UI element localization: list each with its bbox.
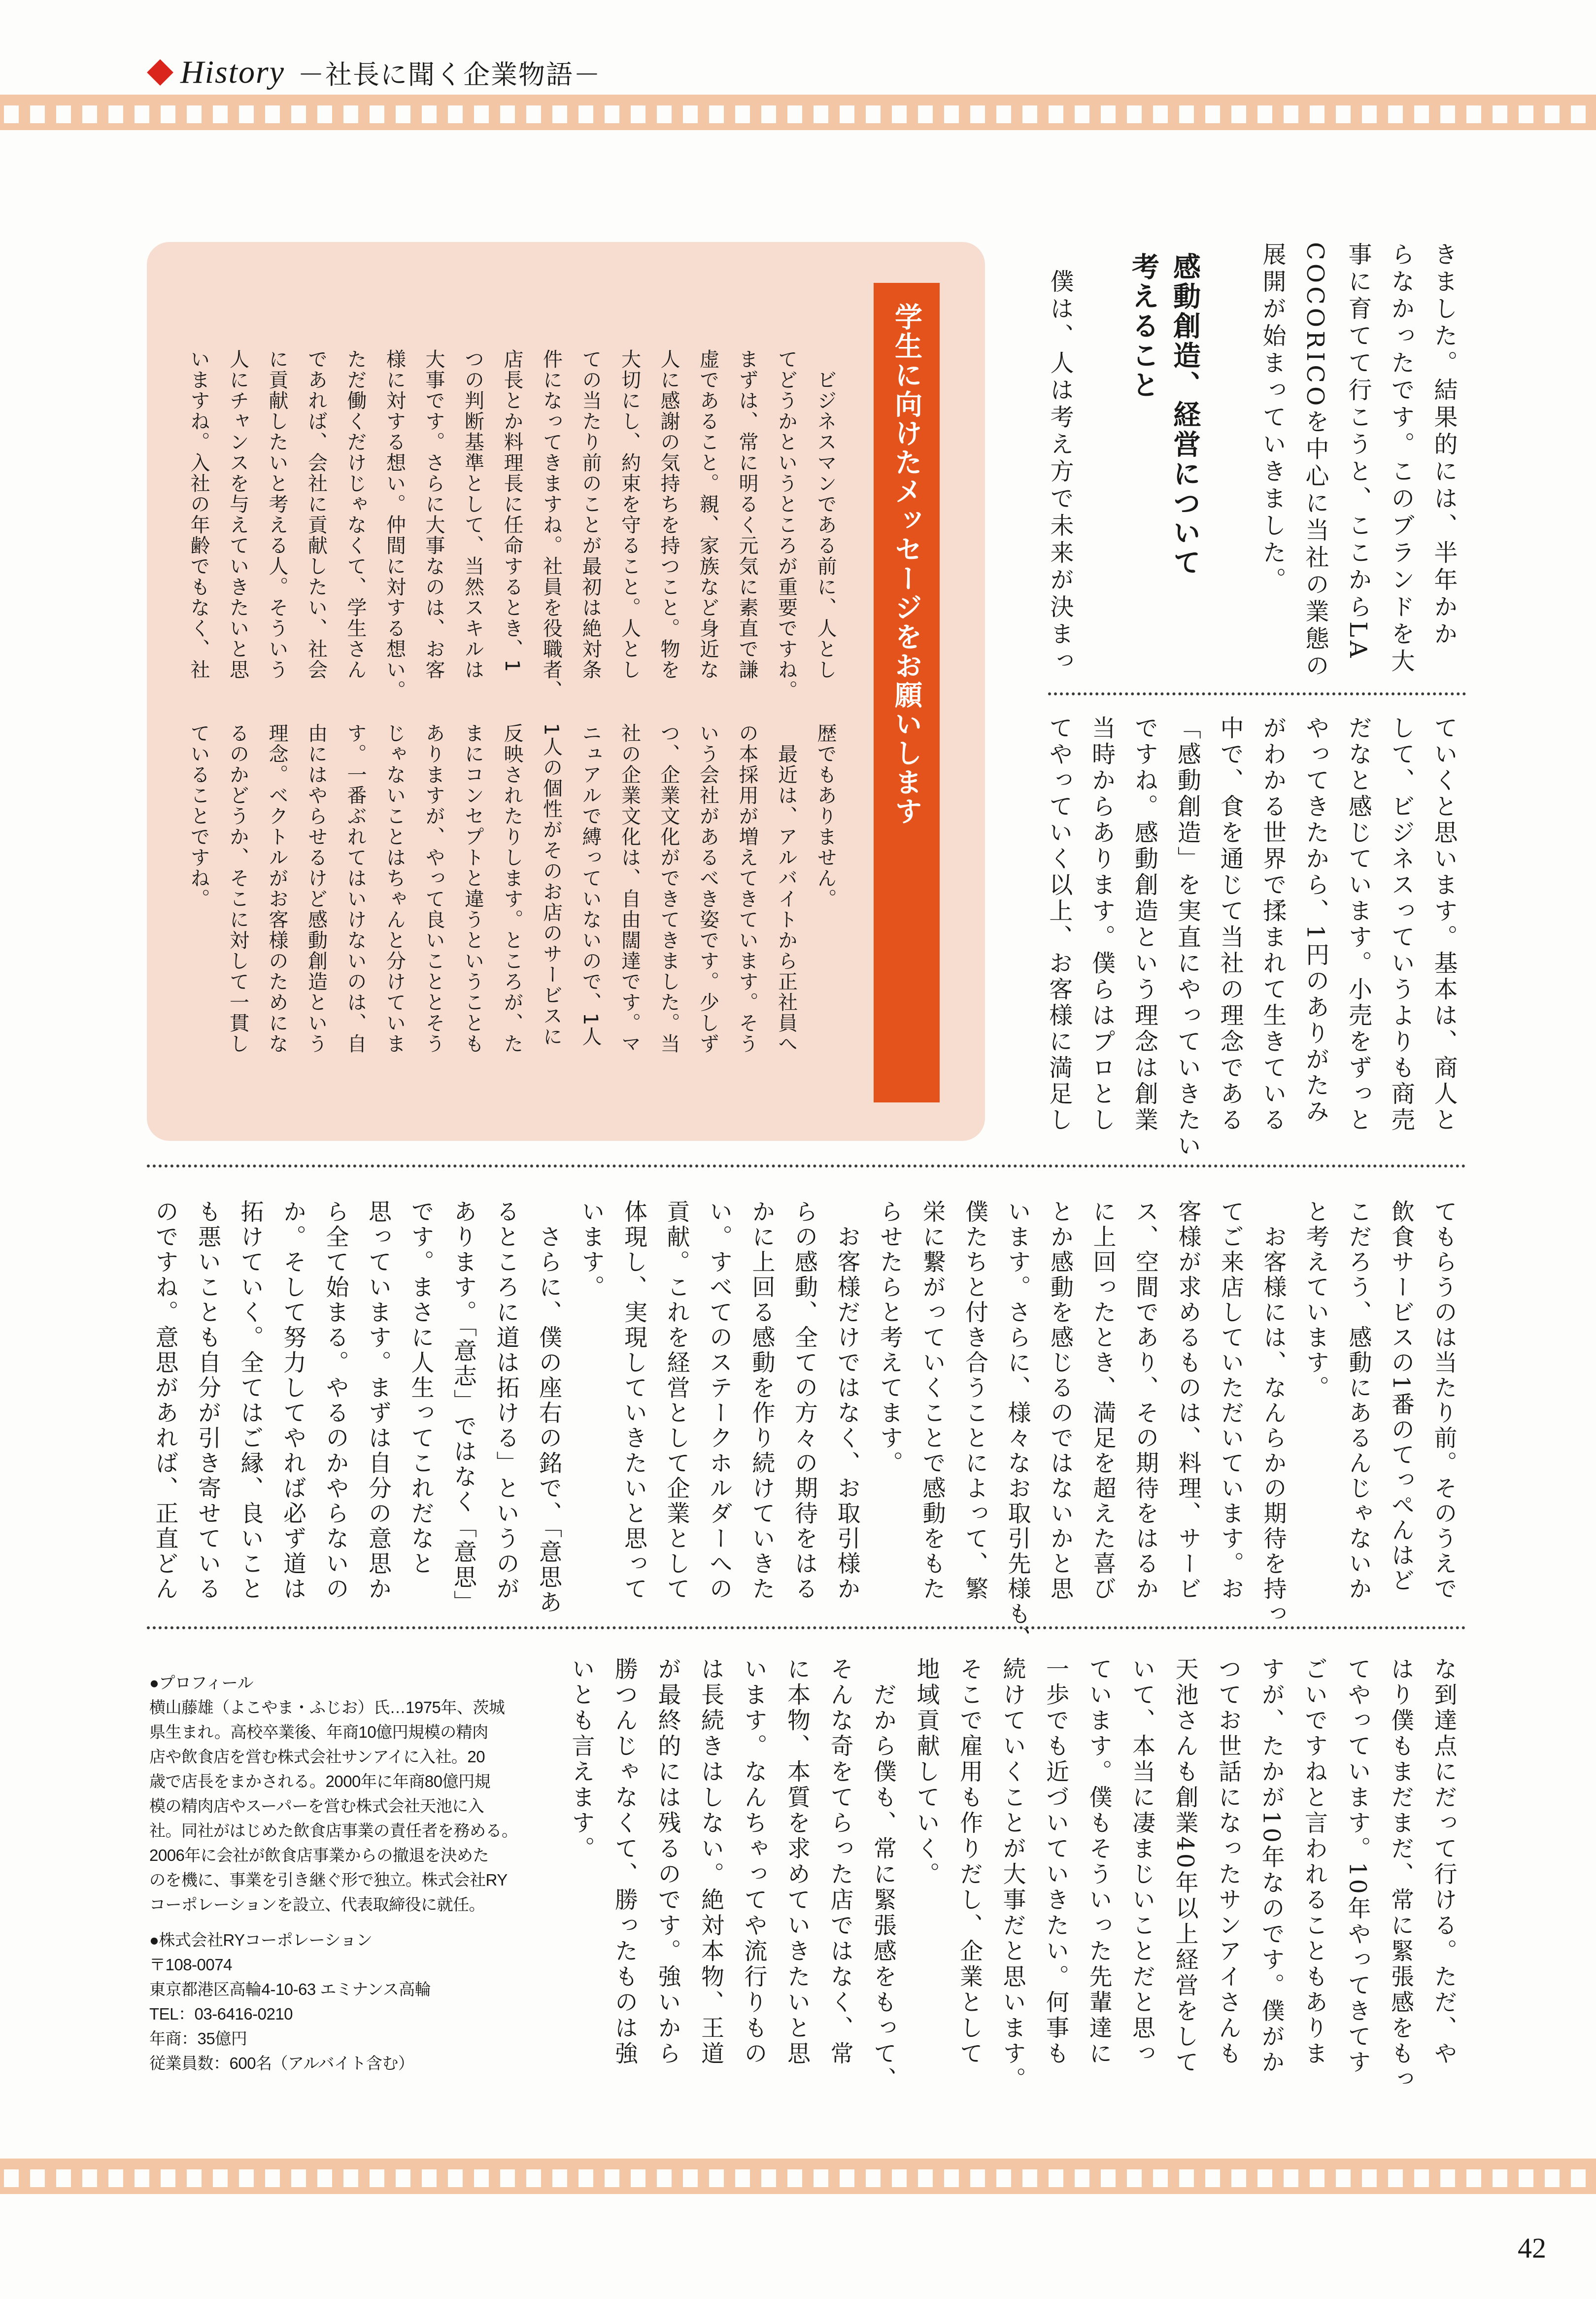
section-column: とか感動を感じるのではないかと思 [1047,1200,1074,1602]
film-strip-top [0,95,1596,130]
section-column: 勝つんじゃなくて、勝ったものは強 [611,1657,638,2067]
section-column: も悪いことも自分が引き寄せている [194,1200,221,1602]
section-column: 僕たちと付き合うことによって、繁 [961,1200,988,1602]
section-column: に本物、本質を求めていきたいと思 [783,1657,811,2067]
section-column: います。さらに、様々なお取引先様も、 [1004,1200,1031,1652]
section-column: らせたらと考えてます。 [876,1200,903,1476]
section-column: は長続きはしない。絶対本物、王道 [697,1657,724,2067]
section-column: てやっています。10年やってきてす [1344,1657,1371,2076]
message-column: まずは、常に明るく元気に素直で謙 [736,349,758,680]
section-column: 地域貢献していく。 [913,1657,940,1887]
message-column: 歴でもありません。 [814,723,837,909]
section-header [147,55,601,90]
message-column: てどうかというところが重要ですね。 [775,349,798,701]
section-title-en: History [180,54,285,90]
section-column: やってきたから、1円のありがたみ [1301,716,1329,1125]
divider [1048,692,1466,695]
page-number: 42 [1518,2232,1546,2264]
section-column: すが、たかが10年なのです。僕がか [1257,1657,1285,2076]
message-column: 最近は、アルバイトから正社員へ [775,723,798,1054]
divider [147,1165,1466,1167]
section-column: がわかる世界で揉まれて生きている [1258,716,1287,1133]
company-info-line: 東京都港区高輪4-10-63 エミナンス高輪 [149,1980,431,1998]
section-column: お客様だけではなく、お取引様か [833,1200,861,1602]
message-column: ビジネスマンである前に、人とし [814,349,837,680]
section-column: と考えています。 [1302,1200,1329,1401]
company-heading: ●株式会社RYコーポレーション [149,1931,373,1949]
message-column: す。一番ぶれてはいけないのは、自 [344,723,367,1054]
intro-column: 事に育てて行こうと、ここからLA [1344,242,1372,661]
message-column: るのかどうか、そこに対して一貫し [226,723,249,1054]
section-heading: 感動創造、経営について [1169,252,1201,578]
section-column: 一歩でも近づいていきたい。何事も [1042,1657,1069,2067]
message-column: 反映されたりします。ところが、た [501,723,523,1054]
section-column: そんな奇をてらった店ではなく、常 [826,1657,854,2067]
profile-block [149,1671,518,1917]
profile-line: 歳で店長をまかされる。2000年に年商80億円規 [149,1772,491,1790]
profile-line: 社。同社がはじめた飲食店事業の責任者を務める。 [149,1821,518,1840]
section-column: こだろう、感動にあるんじゃないか [1345,1200,1372,1602]
diamond-icon [147,59,173,86]
profile-line: 2006年に会社が飲食店事業からの撤退を決めた [149,1846,489,1864]
section-column: ていくと思います。基本は、商人と [1430,716,1458,1133]
company-info-line: TEL：03-6416-0210 [149,2005,293,2023]
section-column: 思っています。まずは自分の意思か [365,1200,392,1602]
section-column: に上回ったとき、満足を超えた喜び [1089,1200,1117,1602]
section-title-ja: －社長に聞く企業物語－ [298,59,601,90]
section-heading: 考えること [1127,252,1159,400]
message-column: じゃないことはちゃんと分けていま [383,723,406,1054]
section-column: あります。「意志」ではなく「意思」 [450,1200,477,1615]
section-column: が最終的には残るのです。強いから [654,1657,681,2067]
message-column: まにコンセプトと違うということも [461,723,484,1054]
section-column: ス、空間であり、その期待をはるか [1132,1200,1159,1602]
section-column: つてお世話になったサンアイさんも [1215,1657,1242,2067]
profile-line: コーポレーションを設立、代表取締役に就任。 [149,1895,485,1914]
message-column: つ、企業文化ができてきました。当 [657,723,680,1054]
section-column: はり僕もまだまだ、常に緊張感をもっ [1387,1657,1414,2093]
section-column: して、ビジネスっていうよりも商売 [1387,716,1415,1133]
message-column: 大切にし、約束を守ること。人とし [618,349,641,680]
message-column: つの判断基準として、当然スキルは [461,349,484,680]
section-column: てやっていく以上、お客様に満足し [1045,716,1073,1133]
profile-line: 模の精肉店やスーパーを営む株式会社天池に入 [149,1797,484,1815]
message-column: の本採用が増えてきています。そう [736,723,758,1054]
section-column: 僕は、人は考え方で未来が決まっ [1046,242,1074,676]
section-column: 続けていくことが大事だと思います。 [999,1657,1026,2093]
section-column: 貢献。これを経営として企業として [663,1200,690,1602]
message-column: に貢献したいと考える人。そういう [266,349,288,680]
section-column: るところに道は拓ける」というのが [492,1200,520,1602]
message-column: 様に対する想い。仲間に対する想い。 [383,349,406,701]
message-column: 店長とか料理長に任命するとき、1 [501,349,523,673]
company-info-line: 年商：35億円 [149,2029,247,2048]
section-column: いて、本当に凄まじいことだと思っ [1128,1657,1155,2067]
section-column: 栄に繋がっていくことで感動をもた [918,1200,946,1602]
message-column: ニュアルで縛っていないので、1人 [579,723,602,1047]
message-column: 大事です。さらに大事なのは、お客 [422,349,445,680]
student-message-heading [874,283,940,1102]
message-column: ありますが、やって良いこととそう [422,723,445,1054]
intro-column: きました。結果的には、半年かか [1430,242,1458,649]
section-column: てもらうのは当たり前。そのうえで [1430,1200,1458,1602]
message-column: 虚であること。親、家族など身近な [696,349,719,680]
profile-line: 店や飲食店を営む株式会社サンアイに入社。20 [149,1748,485,1766]
section-column: い。すべてのステークホルダーへの [706,1200,733,1602]
profile-heading: ●プロフィール [149,1674,254,1692]
section-column: ら全て始まる。やるのかやらないの [322,1200,349,1602]
message-column: いう会社があるべき姿です。少しず [696,723,719,1054]
message-column: 社の企業文化は、自由闊達です。マ [618,723,641,1054]
message-column: 由にはやらせるけど感動創造という [305,723,328,1054]
message-column: 件になってきますね。社員を役職者、 [540,349,563,701]
section-column: 飲食サービスの1番のてっぺんはど [1388,1200,1415,1593]
message-column: 1人の個性がそのお店のサービスに [540,723,563,1047]
message-column: ていることですね。 [187,723,210,909]
section-column: です。まさに人生ってこれだなと [407,1200,435,1577]
profile-line: のを機に、事業を引き継ぐ形で独立。株式会社RY [149,1871,508,1889]
section-column: かに上回る感動を作り続けていきた [748,1200,776,1602]
company-info-line: 〒108-0074 [149,1956,232,1974]
section-column: さらに、僕の座右の銘で、「意思あ [535,1200,562,1615]
section-column: だから僕も、常に緊張感をもって、 [870,1657,897,2093]
section-column: 体現し、実現していきたいと思って [620,1200,647,1602]
section-column: 天池さんも創業40年以上経営をして [1171,1657,1199,2076]
section-column: いとも言えます。 [568,1657,595,1862]
message-column: ての当たり前のことが最初は絶対条 [579,349,602,680]
message-column: いますね。入社の年齢でもなく、社 [187,349,210,680]
section-column: 拓けていく。全てはご縁、良いこと [237,1200,264,1602]
divider [147,1626,1466,1629]
section-column: のですね。意思があれば、正直どん [151,1200,179,1602]
company-info-block [149,1928,431,2076]
profile-line: 横山藤雄（よこやま・ふじお）氏…1975年、茨城 [149,1698,505,1716]
section-column: 「感動創造」を実直にやっていきたい [1173,716,1201,1160]
section-column: 当時からあります。僕らはプロとし [1087,716,1116,1133]
message-column: 人に感謝の気持ちを持つこと。物を [657,349,680,680]
student-message-heading-text: 学生に向けたメッセージをお願いします [890,303,922,826]
section-column: 客様が求めるものは、料理、サービ [1174,1200,1202,1602]
section-column: ですね。感動創造という理念は創業 [1130,716,1158,1133]
company-info-line: 従業員数：600名（アルバイト含む） [149,2054,414,2072]
section-column: か。そして努力してやれば必ず道は [279,1200,306,1602]
section-column: ごいですねと言われることもありま [1301,1657,1328,2067]
section-column: 中で、食を通じて当社の理念である [1216,716,1244,1133]
message-column: 人にチャンスを与えていきたいと思 [226,349,249,680]
section-column: だなと感じています。小売をずっと [1344,716,1372,1133]
section-column: てご来店していただいています。お [1217,1200,1244,1602]
message-column: であれば、会社に貢献したい、社会 [305,349,328,680]
section-column: らの感動、全ての方々の期待をはる [791,1200,818,1602]
section-column: な到達点にだって行ける。ただ、や [1430,1657,1458,2067]
section-column: ています。僕もそういった先輩達に [1085,1657,1113,2067]
intro-column: らなかったです。このブランドを大 [1387,242,1415,676]
section-column: います。 [577,1200,605,1300]
section-column: お客様には、なんらかの期待を持っ [1259,1200,1287,1627]
film-strip-bottom [0,2159,1596,2194]
intro-column: 展開が始まっていきました。 [1258,242,1286,594]
profile-line: 県生まれ。高校卒業後、年商10億円規模の精肉 [149,1723,488,1741]
section-column: そこで雇用も作りだし、企業として [956,1657,983,2067]
intro-column: COCORICOを中心に当社の業態の [1301,242,1329,681]
section-column: います。なんちゃってや流行りもの [740,1657,768,2067]
message-column: ただ働くだけじゃなくて、学生さん [344,349,367,680]
message-column: 理念。ベクトルがお客様のためにな [266,723,288,1054]
